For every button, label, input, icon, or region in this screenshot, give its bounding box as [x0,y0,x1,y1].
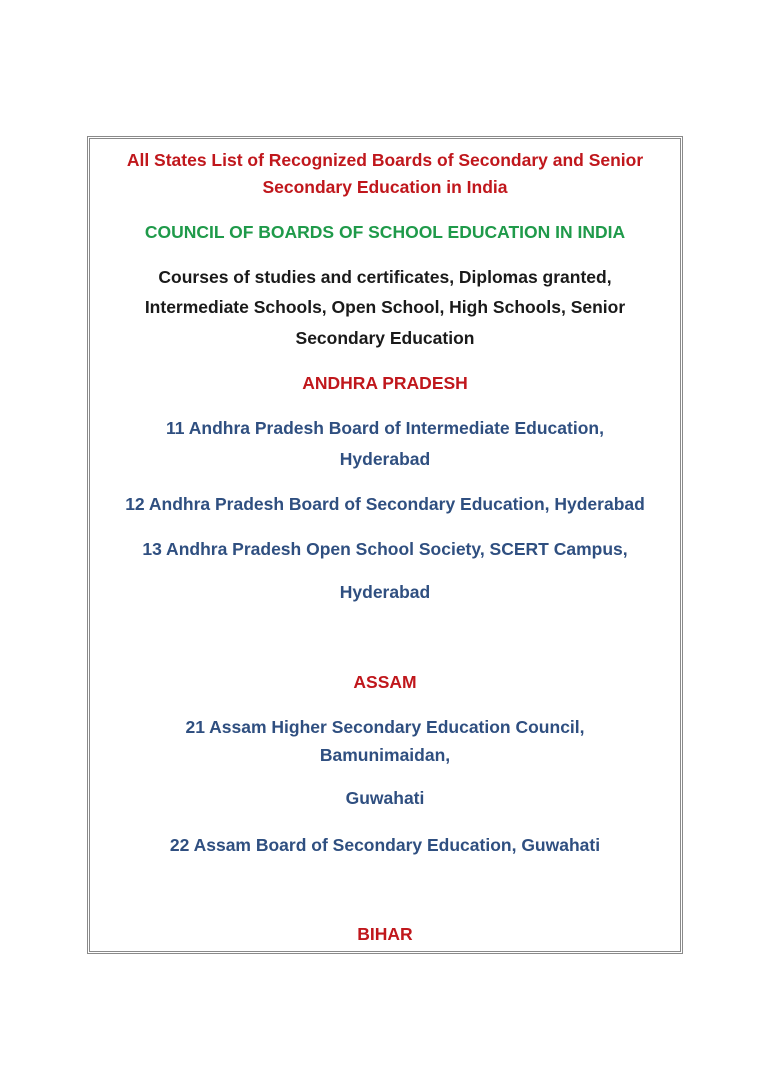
state-heading-andhra-pradesh: ANDHRA PRADESH [302,373,468,393]
entry-21-line-2: Bamunimaidan, [319,745,451,765]
entry-11-line-1: 11 Andhra Pradesh Board of Intermediate Education, [166,418,604,438]
council-heading: COUNCIL OF BOARDS OF SCHOOL EDUCATION IN INDIA [144,222,626,242]
title-line-2: Secondary Education in India [262,177,508,197]
courses-line-1: Courses of studies and certificates, Diplomas granted, [158,267,612,287]
title-line-1: All States List of Recognized Boards of Secondary and Senior [126,150,644,170]
courses-line-3: Secondary Education [295,328,475,348]
entry-13-line-1: 13 Andhra Pradesh Open School Society, SCERT Campus, [142,539,628,559]
entry-11-line-2: Hyderabad [339,449,431,469]
state-heading-assam: ASSAM [353,672,417,692]
entry-12: 12 Andhra Pradesh Board of Secondary Education, Hyderabad [125,494,645,514]
entry-21-line-1: 21 Assam Higher Secondary Education Council, [185,717,585,737]
courses-line-2: Intermediate Schools, Open School, High Schools, Senior [144,297,626,317]
entry-21-line-3: Guwahati [345,788,425,808]
entry-13-line-2: Hyderabad [339,582,431,602]
entry-22: 22 Assam Board of Secondary Education, Guwahati [169,835,601,855]
state-heading-bihar: BIHAR [357,924,413,944]
